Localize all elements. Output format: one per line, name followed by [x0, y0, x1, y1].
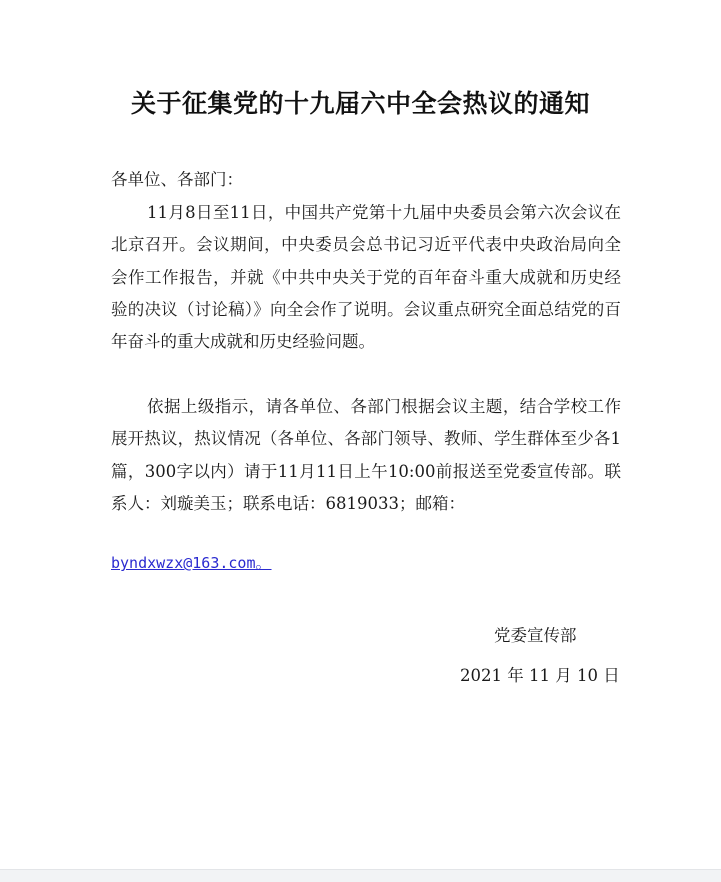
bottom-scroll-bar: [0, 869, 721, 882]
salutation: 各单位、各部门：: [111, 170, 243, 189]
email-line: [111, 547, 272, 579]
email-suffix: 。: [255, 553, 272, 572]
document-title: 关于征集党的十九届六中全会热议的通知: [130, 89, 590, 118]
paragraph-instructions: 依据上级指示，请各单位、各部门根据会议主题，结合学校工作展开热议，热议情况（各单位、各部门领导、教师、学生群体至少各1篇，300字以内）请于11月11日上午10:00前报送至党委宣传部。联系人：刘璇美玉；联系电话：6819033；邮箱：: [111, 397, 621, 513]
signature-date: 2021 年 11 月 10 日: [460, 666, 620, 685]
paragraph-meeting-summary: 11月8日至11日，中国共产党第十九届中央委员会第六次会议在北京召开。会议期间，中央委员会总书记习近平代表中央政治局向全会作工作报告，并就《中共中央关于党的百年奋斗重大成就和历史经验的决议（讨论稿）》向全会作了说明。会议重点研究全面总结党的百年奋斗的重大成就和历史经验问题。: [111, 203, 621, 352]
email-link[interactable]: byndxwzx@163.com: [111, 554, 256, 572]
signature-department: 党委宣传部: [494, 626, 577, 645]
